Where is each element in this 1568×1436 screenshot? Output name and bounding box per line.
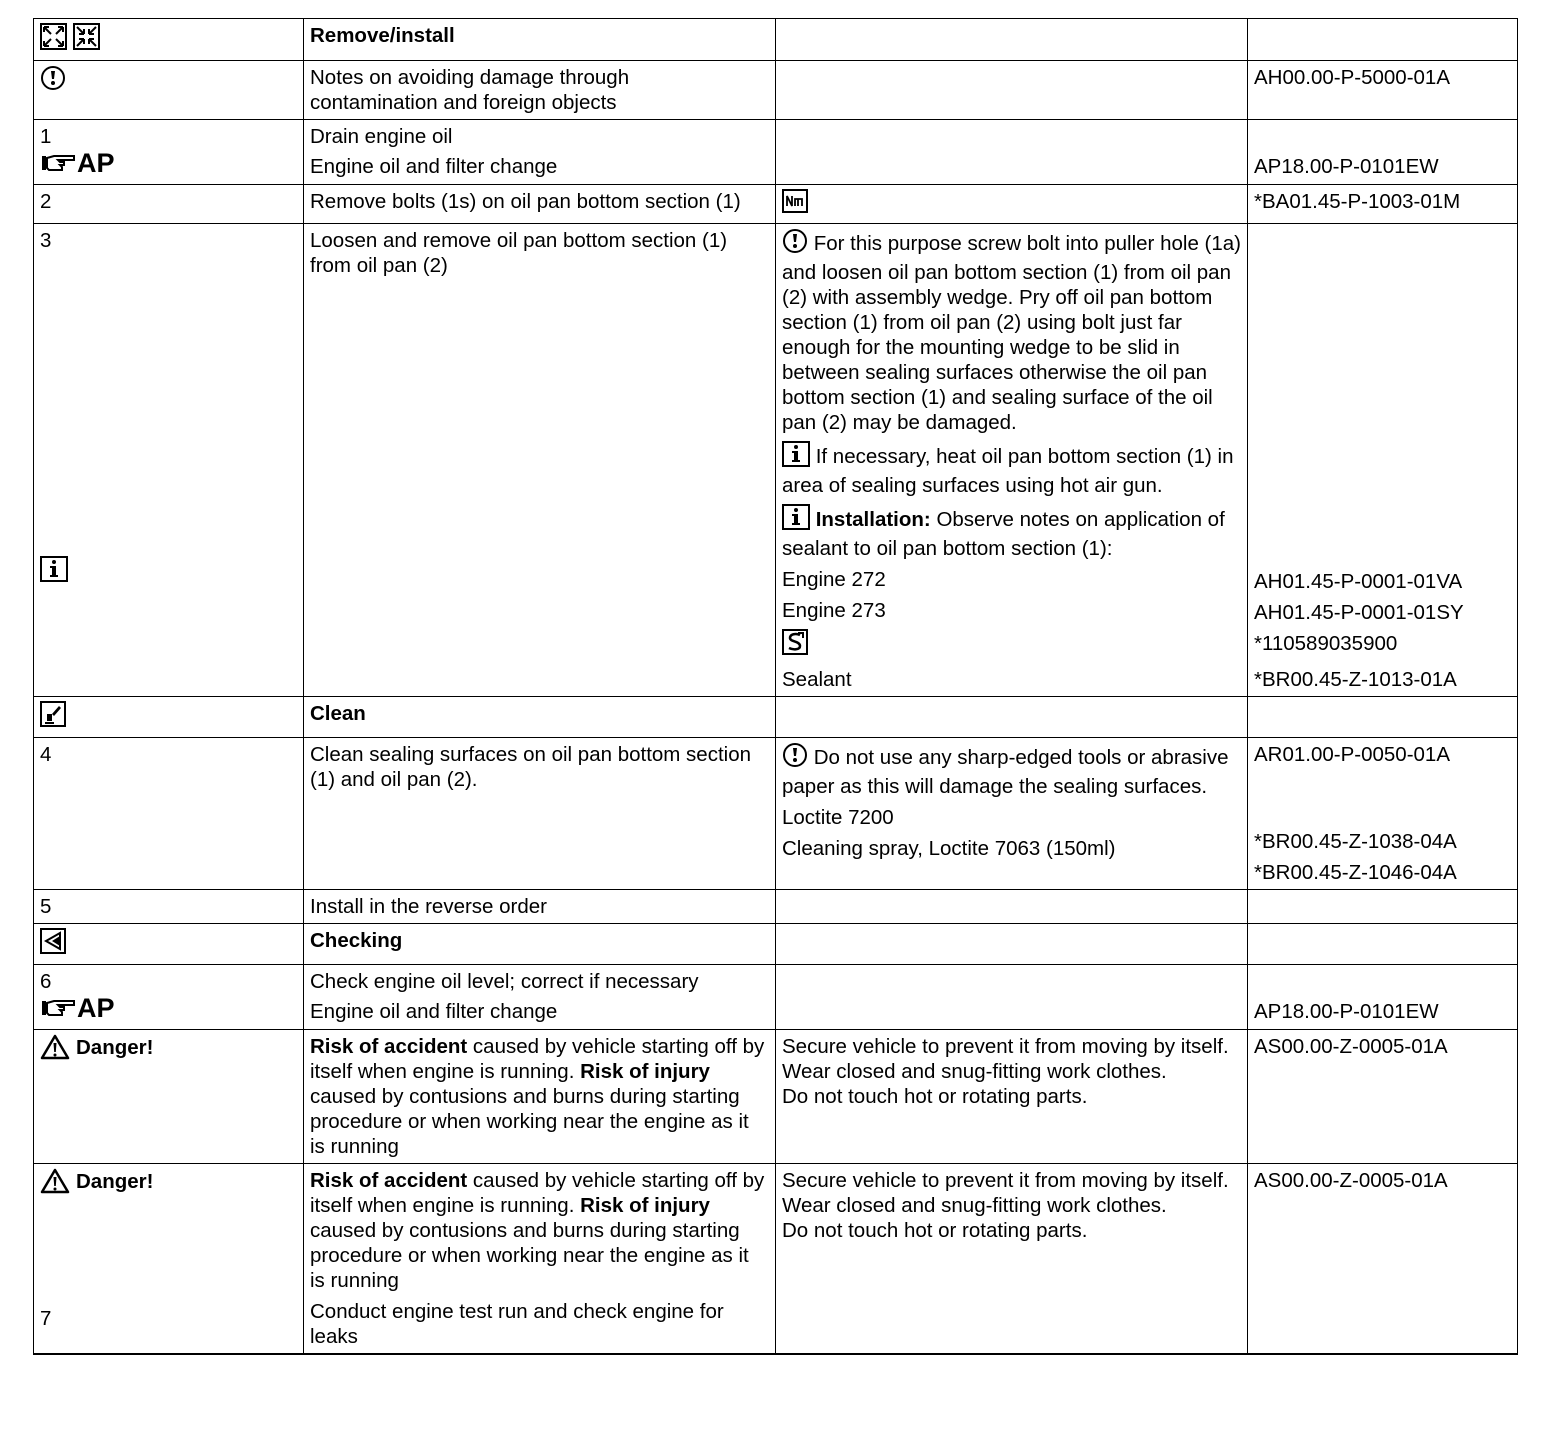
table-row <box>34 19 1518 61</box>
collapse-icon <box>73 23 100 56</box>
note-text: For this purpose screw bolt into puller hole (1a) and loosen oil pan bottom section (1) from oil pan (2) with assembly wedge. Pry off oil pan bottom section (1) from oil pan (2) using bolt just far enough for the mounting wedge to be slid in between sealing surfaces otherwise the oil pan bottom section (1) and sealing surface of the oil pan (2) may be damaged. <box>782 232 1241 434</box>
ap-reference <box>40 149 115 177</box>
step-number: 3 <box>40 229 52 252</box>
engine-273: Engine 273 <box>782 599 886 622</box>
warning-triangle-icon <box>40 1168 70 1194</box>
checking-icon <box>40 928 66 960</box>
reference-link[interactable]: *BR00.45-Z-1013-01A <box>1254 668 1457 691</box>
step-text: Check engine oil level; correct if necessary <box>310 970 699 993</box>
info-block <box>782 441 1241 498</box>
table-row <box>34 1164 1518 1355</box>
table-row <box>34 697 1518 738</box>
ap-reference <box>40 994 115 1022</box>
info-text: If necessary, heat oil pan bottom section (1) in area of sealing surfaces using hot air gun. <box>782 445 1234 497</box>
step-number: 6 <box>40 970 52 993</box>
nm-icon <box>782 189 808 219</box>
ap-label: AP <box>77 148 115 178</box>
reference-link[interactable]: AH01.45-P-0001-01VA <box>1254 570 1463 593</box>
info-icon <box>782 441 810 473</box>
reference-link[interactable]: *BR00.45-Z-1038-04A <box>1254 830 1457 853</box>
notes-text-2: contamination and foreign objects <box>310 91 617 114</box>
tool-number[interactable]: *110589035900 <box>1254 632 1398 655</box>
table-row <box>34 185 1518 224</box>
exclamation-circle-icon <box>782 742 808 774</box>
notes-text-1: Notes on avoiding damage through <box>310 66 630 89</box>
table-row <box>34 738 1518 890</box>
danger-measures: Secure vehicle to prevent it from moving by itself. Wear closed and snug-fitting work clothes. Do not touch hot or rotating parts. <box>776 1164 1248 1355</box>
expand-icon <box>40 23 67 56</box>
section-title: Checking <box>304 924 776 965</box>
step-text: Loosen and remove oil pan bottom section (1) from oil pan (2) <box>304 224 776 697</box>
table-row <box>34 890 1518 924</box>
reference-link[interactable]: AP18.00-P-0101EW <box>1254 1000 1439 1023</box>
note-text: Do not use any sharp-edged tools or abrasive paper as this will damage the sealing surfaces. <box>782 746 1229 798</box>
pointing-hand-icon <box>40 152 76 174</box>
reference-link[interactable]: AH00.00-P-5000-01A <box>1248 61 1518 120</box>
danger-text: Risk of accident caused by vehicle starting off by itself when engine is running. Risk of injury caused by contusions and burns during starting procedure or when working near the engine as it is running <box>310 1169 765 1292</box>
exclamation-circle-icon <box>40 65 66 97</box>
spray-label: Cleaning spray, Loctite 7063 (150ml) <box>782 837 1116 860</box>
step-text: Conduct engine test run and check engine for leaks <box>310 1300 724 1348</box>
warning-triangle-icon <box>40 1034 70 1060</box>
ap-text: Engine oil and filter change <box>310 155 558 178</box>
reference-link[interactable]: AR01.00-P-0050-01A <box>1254 743 1451 766</box>
section-icon-cell <box>34 19 304 61</box>
section-title: Clean <box>304 697 776 738</box>
info-icon <box>782 504 810 536</box>
reference-link[interactable]: AP18.00-P-0101EW <box>1254 155 1439 178</box>
table-row <box>34 224 1518 697</box>
step-text: Remove bolts (1s) on oil pan bottom section (1) <box>304 185 776 224</box>
step-text: Install in the reverse order <box>304 890 776 924</box>
note-block <box>782 742 1241 799</box>
ap-text: Engine oil and filter change <box>310 1000 558 1023</box>
procedure-table <box>33 18 1518 1355</box>
note-block <box>782 228 1241 435</box>
reference-link[interactable]: AH01.45-P-0001-01SY <box>1254 601 1464 624</box>
step-text: Drain engine oil <box>310 125 453 148</box>
info-icon <box>40 556 68 588</box>
special-tool-icon <box>782 629 808 661</box>
step-number: 4 <box>34 738 304 890</box>
step-number: 1 <box>40 125 52 148</box>
table-row <box>34 61 1518 120</box>
pointing-hand-icon <box>40 997 76 1019</box>
table-row <box>34 965 1518 1030</box>
exclamation-circle-icon <box>782 228 808 260</box>
reference-link[interactable]: *BR00.45-Z-1046-04A <box>1254 861 1457 884</box>
section-title: Remove/install <box>304 19 776 61</box>
step-text: Clean sealing surfaces on oil pan bottom section (1) and oil pan (2). <box>304 738 776 890</box>
step-number: 2 <box>34 185 304 224</box>
engine-272: Engine 272 <box>782 568 886 591</box>
loctite-label: Loctite 7200 <box>782 806 894 829</box>
table-row <box>34 1030 1518 1164</box>
info-block <box>782 504 1241 561</box>
installation-label: Installation: <box>815 508 931 531</box>
danger-label: Danger! <box>40 1034 153 1060</box>
danger-label: Danger! <box>40 1168 153 1194</box>
step-number: 7 <box>40 1307 52 1330</box>
ap-label: AP <box>77 993 115 1023</box>
danger-measures: Secure vehicle to prevent it from moving by itself. Wear closed and snug-fitting work clothes. Do not touch hot or rotating parts. <box>776 1030 1248 1164</box>
reference-link[interactable]: AS00.00-Z-0005-01A <box>1248 1164 1518 1355</box>
sealant-label: Sealant <box>782 668 852 691</box>
step-number: 5 <box>34 890 304 924</box>
reference-link[interactable]: *BA01.45-P-1003-01M <box>1248 185 1518 224</box>
danger-text: Risk of accident caused by vehicle starting off by itself when engine is running. Risk of injury caused by contusions and burns during starting procedure or when working near the engine as it is running <box>304 1030 776 1164</box>
info-text: Observe notes on application of sealant to oil pan bottom section (1): <box>782 508 1225 560</box>
brush-icon <box>40 701 66 733</box>
table-row <box>34 120 1518 185</box>
reference-link[interactable]: AS00.00-Z-0005-01A <box>1248 1030 1518 1164</box>
table-row <box>34 924 1518 965</box>
